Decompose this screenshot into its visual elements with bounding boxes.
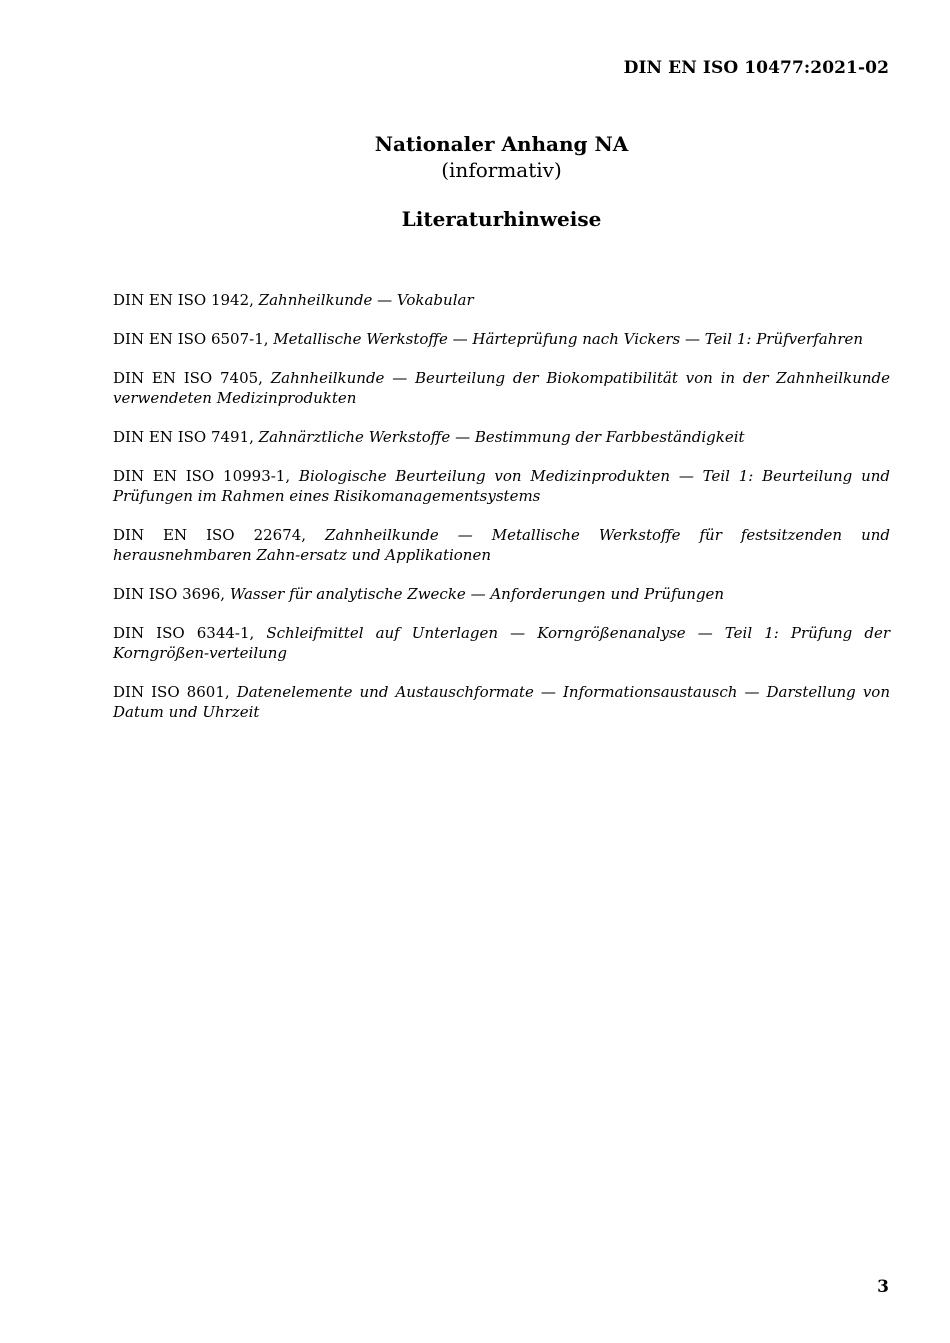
reference-title: Zahnheilkunde — Vokabular bbox=[258, 291, 474, 309]
section-title: Literaturhinweise bbox=[401, 207, 602, 231]
reference-item bbox=[113, 329, 890, 349]
reference-list bbox=[113, 290, 890, 741]
reference-code: DIN EN ISO 6507-1, bbox=[113, 330, 274, 348]
reference-title: Zahnheilkunde — Metallische Werkstoffe für festsitzenden und herausnehmbaren Zahn-ersatz und Applikationen bbox=[113, 526, 890, 564]
reference-title: Biologische Beurteilung von Medizinprodukten — Teil 1: Beurteilung und Prüfungen im Rahmen eines Risikomanagementsystems bbox=[113, 467, 890, 505]
reference-item bbox=[113, 584, 890, 604]
reference-item bbox=[113, 290, 890, 310]
reference-item bbox=[113, 427, 890, 447]
reference-title: Datenelemente und Austauschformate — Informationsaustausch — Darstellung von Datum und Uhrzeit bbox=[113, 683, 890, 721]
reference-item bbox=[113, 525, 890, 565]
reference-code: DIN ISO 8601, bbox=[113, 683, 237, 701]
annex-subtitle: (informativ) bbox=[441, 158, 562, 182]
annex-heading bbox=[0, 130, 950, 182]
reference-code: DIN EN ISO 1942, bbox=[113, 291, 259, 309]
reference-item bbox=[113, 466, 890, 506]
reference-title: Schleifmittel auf Unterlagen — Korngrößenanalyse — Teil 1: Prüfung der Korngrößen-verteilung bbox=[113, 624, 890, 662]
reference-item bbox=[113, 682, 890, 722]
document-id: DIN EN ISO 10477:2021-02 bbox=[623, 58, 889, 78]
reference-code: DIN EN ISO 7491, bbox=[113, 428, 259, 446]
reference-code: DIN EN ISO 7405, bbox=[113, 369, 271, 387]
reference-title: Metallische Werkstoffe — Härteprüfung nach Vickers — Teil 1: Prüfverfahren bbox=[273, 330, 864, 348]
page-number: 3 bbox=[877, 1277, 889, 1297]
reference-code: DIN EN ISO 10993-1, bbox=[113, 467, 299, 485]
reference-code: DIN EN ISO 22674, bbox=[113, 526, 326, 544]
reference-title: Zahnärztliche Werkstoffe — Bestimmung der Farbbeständigkeit bbox=[258, 428, 745, 446]
reference-item bbox=[113, 368, 890, 408]
annex-title: Nationaler Anhang NA bbox=[374, 132, 629, 156]
reference-code: DIN ISO 6344-1, bbox=[113, 624, 267, 642]
reference-title: Wasser für analytische Zwecke — Anforderungen und Prüfungen bbox=[229, 585, 725, 603]
reference-code: DIN ISO 3696, bbox=[113, 585, 230, 603]
reference-item bbox=[113, 623, 890, 663]
reference-title: Zahnheilkunde — Beurteilung der Biokompatibilität von in der Zahnheilkunde verwendeten Medizinprodukten bbox=[113, 369, 890, 407]
